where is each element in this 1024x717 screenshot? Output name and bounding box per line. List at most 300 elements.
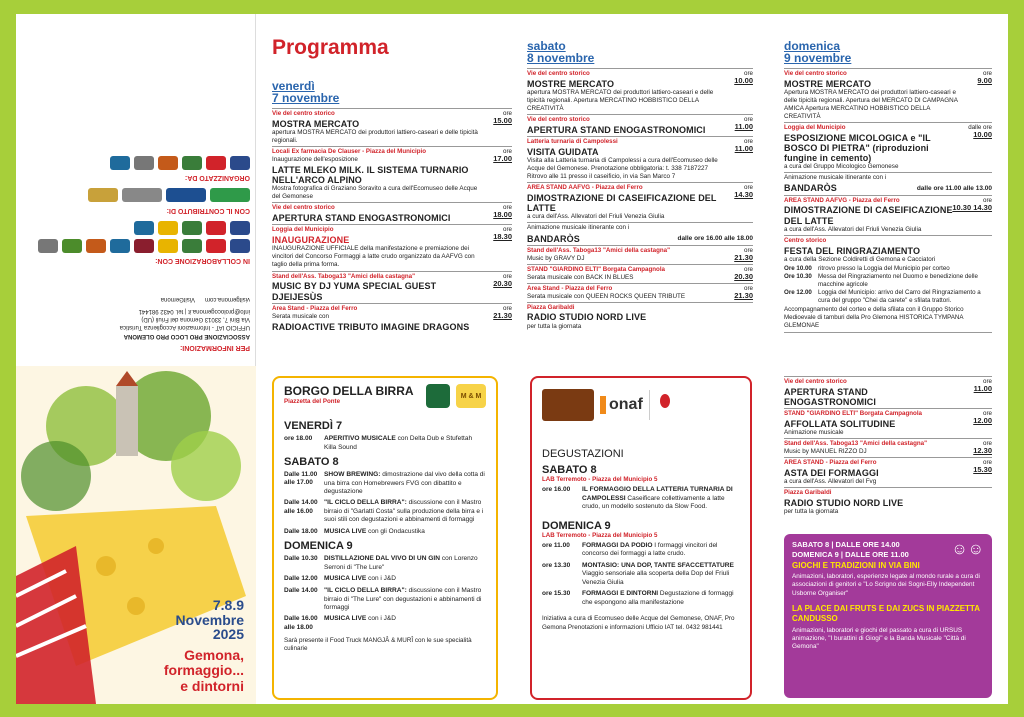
beer-friday: VENERDÌ 7 (284, 420, 343, 432)
event-item (527, 302, 753, 332)
event-item (527, 283, 753, 302)
event-time-prefix: ore (503, 148, 512, 156)
event-item (784, 438, 992, 457)
row-desc: Viaggio sensoriale alla scoperta della Dop del Friuli Venezia Giulia (582, 570, 730, 586)
schedule-row (284, 499, 486, 524)
event-title: APERTURA STAND ENOGASTRONOMICI (784, 386, 877, 408)
event-title: VISITA GUIDATA (527, 147, 599, 158)
event-location: Centro storico (784, 236, 827, 244)
row-time: Dalle 10.30 (284, 555, 318, 563)
event-time-prefix: ore (983, 459, 992, 467)
row-time: Dalle 14.00 (284, 587, 318, 594)
event-location: Stand dell'Ass. Taboga13 "Amici della castagna" (784, 440, 928, 448)
event-title: FESTA DEL RINGRAZIAMENTO (784, 245, 921, 256)
row-time: Dalle 12.00 (284, 575, 318, 583)
event-time-prefix: ore (503, 204, 512, 212)
row-time: ore 11.00 (542, 541, 570, 549)
event-location: Locali Ex farmacia De Clauser - Piazza del Municipio (272, 148, 427, 156)
event-time-value: 17.00 (493, 154, 512, 164)
partner-logo (230, 156, 250, 170)
page-title: Programma (272, 36, 389, 59)
event-time-value: 20.30 (734, 271, 753, 281)
event-time (977, 70, 992, 86)
games-when-1: SABATO 8 | DALLE ORE 14.00 (792, 540, 900, 549)
event-item (784, 457, 992, 487)
event-time-value: 18.00 (493, 210, 512, 220)
row-desc: con gli Ondacustika (368, 527, 425, 535)
cover-title-line: e dintorni (180, 677, 244, 694)
row-detail (324, 435, 486, 452)
event-time (734, 70, 753, 86)
collab-heading: IN COLLABORAZIONE CON: (155, 257, 250, 265)
friday-column (272, 80, 512, 333)
event-time-value: 10.30 14.30 (952, 202, 992, 212)
event-time (968, 124, 992, 140)
event-time-prefix: ore (983, 410, 992, 418)
event-time (493, 204, 512, 220)
sunday-note: Accompagnamento del corteo e della sfilata con il Gruppo Storico Medioevale di tamburi della Pro Glemona HISTORICA TYMPANA GLEMONAE (784, 306, 992, 333)
event-time (493, 110, 512, 126)
event-item (784, 376, 992, 408)
event-time (493, 305, 512, 321)
partner-logo (158, 221, 178, 235)
row-time: ore 16.00 (542, 486, 571, 493)
event-location: Stand dell'Ass. Taboga13 "Amici della castagna" (272, 272, 416, 280)
row-detail (324, 528, 425, 537)
row-title: SHOW BREWING: (324, 471, 381, 478)
games-text-1: Animazioni, laboratori, esperienze legate al mondo rurale a cura di associazioni di genitori e "Lo Scrigno dei Sogni-Elly Independent Usborne Organiser" (792, 572, 980, 597)
games-heading-1: GIOCHI E TRADIZIONI IN VIA BINI (792, 560, 920, 570)
row-title: MUSICA LIVE (324, 615, 367, 623)
event-time-value: 15.30 (973, 465, 992, 475)
partner-logo (134, 239, 154, 253)
event-time-prefix: dalle ore (968, 124, 992, 132)
event-description: Visita alla Latteria turnaria di Campolessi a cura dell'Ecomuseo delle Acque del Gemonese. Prenotazione obbligatoria: t. 338 7187227 Ritrovo alle 11 presso il caseificio, in via San Marco 7 (527, 157, 718, 181)
schedule-row (542, 542, 740, 559)
event-description: INAUGURAZIONE UFFICIALE della manifestazione e premiazione dei vincitori del Concorso Formaggi a latte crudo organizzato da AAFVG con taglio della prima forma. (272, 245, 475, 269)
beer-friday-rows (284, 435, 486, 452)
partner-logo (210, 188, 250, 202)
beer-saturday-rows (284, 471, 486, 536)
partner-logo (88, 188, 118, 202)
event-location: STAND "GIARDINO ELTI" Borgata Campagnola (527, 265, 665, 273)
partner-logo (38, 239, 58, 253)
event-time-prefix: ore (983, 70, 992, 77)
event-time-prefix: ore (744, 116, 753, 124)
event-title: ASTA DEI FORMAGGI (784, 468, 879, 479)
event-description: a cura dell'Ass. Allevatori del Fvg (784, 478, 877, 486)
schedule-row (284, 555, 486, 572)
kids-games-box (784, 534, 992, 698)
tastings-sat-rows (542, 486, 740, 512)
event-intro: Serata musicale con (272, 312, 330, 320)
partner-logo (182, 239, 202, 253)
beer-footer: Sarà presente il Food Truck MANGJÂ & MURÎ con le sue specialità culinarie (284, 637, 472, 653)
sunday-schedule (784, 265, 992, 305)
beer-sunday: DOMENICA 9 (284, 540, 353, 553)
event-time-prefix: ore (983, 378, 992, 385)
partner-logo (230, 239, 250, 253)
event-description: Animazione musicale (784, 429, 844, 437)
schedule-desc: Loggia del Municipio: arrivo del Carro del Ringraziamento a cura del gruppo "Chei da carete" e sfilata trattori. (818, 288, 981, 304)
schedule-time: Ore 10.00 (784, 264, 812, 272)
row-title: MUSICA LIVE (324, 575, 367, 583)
cover-title-line: formaggio... (163, 662, 244, 679)
partner-logo (110, 239, 130, 253)
event-intro: Animazione musicale itinerante con i (527, 224, 630, 232)
partner-logo (206, 156, 226, 170)
event-description: Mostra fotografica di Graziano Soravito a cura dell'Ecomuseo delle Acque del Gemonese (272, 185, 478, 201)
row-detail (324, 587, 486, 612)
event-time (493, 226, 512, 242)
event-description: Serata musicale con BACK IN BLUES (527, 273, 634, 281)
schedule-row (784, 273, 992, 289)
partner-logo (182, 221, 202, 235)
event-time-value: 14.30 (734, 190, 753, 200)
event-location: Area Stand - Piazza del Ferro (272, 304, 358, 312)
event-time-prefix: ore (983, 440, 992, 448)
row-detail (582, 486, 740, 512)
tastings-sun-loc: LAB Terremoto - Piazza del Municipio 5 (542, 531, 658, 539)
event-time-range: dalle ore 11.00 alle 13.00 (916, 185, 992, 193)
cover-title-line: Gemona, (184, 647, 244, 663)
beer-location: Piazzetta del Ponte (284, 398, 341, 405)
event-time-value: 21.30 (734, 252, 753, 262)
event-title: BANDARÒS (527, 233, 580, 244)
event-location: Vie del centro storico (784, 70, 847, 77)
partner-logo (62, 239, 82, 253)
row-desc: con i J&D (368, 575, 396, 583)
beer-sunday-rows (284, 555, 486, 632)
contrib-heading: CON IL CONTRIBUTO DI: (166, 206, 250, 214)
row-desc: Degustazione di formaggi che espongono alla manifestazione (582, 590, 734, 606)
day-heading (527, 40, 753, 64)
day-name: sabato (527, 39, 566, 53)
event-item (527, 136, 753, 182)
sunday-column (784, 40, 992, 333)
event-location: AREA STAND AAFVG - Piazza del Ferro (784, 196, 900, 204)
partner-logo (166, 188, 206, 202)
event-title: MUSIC BY DJ YUMA SPECIAL GUEST DJEIJESÙS (272, 281, 437, 302)
schedule-row (542, 590, 740, 607)
schedule-row (542, 562, 740, 587)
event-time (973, 410, 992, 426)
event-description: a cura del Gruppo Micologico Gemonese (784, 163, 899, 171)
event-item (784, 235, 992, 265)
row-detail (582, 590, 740, 607)
event-time-prefix: ore (983, 196, 992, 204)
event-description: a cura dell'Ass. Allevatori del Friuli Venezia Giulia (527, 213, 665, 221)
website-link[interactable]: visitgemona.com (204, 296, 250, 303)
row-detail (324, 615, 396, 632)
event-title: MOSTRA MERCATO (272, 118, 360, 129)
schedule-desc: Messa del Ringraziamento nel Duomo e benedizione delle macchine agricole (818, 272, 978, 288)
day-date: 7 novembre (272, 91, 340, 105)
sunday-column-continued (784, 376, 992, 517)
cover-dates (176, 598, 244, 642)
row-desc: con Lorenzo Serroni di "The Lure" (324, 555, 478, 571)
event-item (784, 122, 992, 172)
row-desc: discussione con il Mastro birraio di "Garlatti Costa" sulla produzione della birra e i suoi stili con degustazioni e abbinamenti di formaggi (324, 499, 484, 524)
event-title: LATTE MLEKO MILK. IL SISTEMA TURNARIO NELL'ARCO ALPINO (272, 165, 469, 186)
onaf-logo: onaf (600, 396, 643, 414)
partner-logo (134, 221, 154, 235)
saturday-column (527, 40, 753, 332)
row-title: "IL CICLO DELLA BIRRA": (324, 587, 407, 594)
row-title: FORMAGGI E DINTORNI (582, 590, 659, 597)
day-heading (272, 80, 512, 104)
event-time-prefix: ore (744, 246, 753, 254)
row-title: DISTILLAZIONE DAL VIVO DI UN GIN (324, 555, 441, 563)
row-desc: discussione con il Mastro birraio di "The Lure" con degustazioni e abbinamenti di formaggi (324, 587, 482, 611)
partner-logo (86, 239, 106, 253)
sunday-events-2 (784, 376, 992, 517)
day-date: 9 novembre (784, 51, 852, 65)
row-time: Dalle 14.00 alle 16.00 (284, 499, 318, 515)
day-heading (784, 40, 992, 64)
event-location: Loggia del Municipio (272, 226, 334, 234)
row-detail (324, 575, 396, 584)
event-time (493, 148, 512, 164)
partner-logo (158, 239, 178, 253)
event-title: RADIO STUDIO NORD LIVE (527, 312, 647, 323)
event-time-prefix: ore (744, 138, 753, 146)
row-desc: I formaggi vincitori del concorso dei formaggi a latte crudo. (582, 541, 718, 558)
schedule-row (784, 265, 992, 273)
event-item (527, 182, 753, 222)
event-item (272, 146, 512, 202)
schedule-desc: ritrovo presso la Loggia del Municipio per corteo (818, 264, 950, 272)
event-location: Vie del centro storico (527, 70, 590, 77)
event-location: Stand dell'Ass. Taboga13 "Amici della castagna" (527, 246, 671, 254)
event-description: per tutta la giornata (784, 508, 839, 516)
event-location: Vie del centro storico (272, 204, 335, 212)
games-heading-2: LA PLACE DAI FRUTS E DAI ZUCS IN PIAZZETTA CANDUSSO (792, 603, 980, 624)
event-time-value: 10.00 (973, 130, 992, 140)
contrib-logos (22, 188, 250, 202)
info-line: Via Bini 7, 33013 Gemona del Friuli (UD) (141, 316, 250, 323)
partner-logo (122, 188, 162, 202)
event-time-prefix: ore (503, 110, 512, 117)
event-description: Music by MANUEL RIZZO DJ (784, 448, 867, 456)
brochure-sheet (16, 14, 1008, 704)
event-time-prefix: ore (503, 226, 512, 234)
event-title: ESPOSIZIONE MICOLOGICA e "IL BOSCO DI PIETRA" (riproduzioni fungine in cemento) (784, 133, 931, 164)
drop-icon (660, 394, 670, 408)
event-title: RADIO STUDIO NORD LIVE (784, 498, 904, 509)
event-description: Music by GRAVY DJ (527, 254, 585, 262)
event-intro: Inaugurazione dell'esposizione (272, 156, 358, 164)
social-handle[interactable]: VisitGemona (160, 296, 195, 303)
tastings-saturday: SABATO 8 (542, 464, 597, 476)
schedule-time: Ore 12.00 (784, 288, 812, 296)
info-line: info@prolocogemona.it | tel. 0432 981441 (138, 308, 250, 315)
row-time: ore 18.00 (284, 435, 313, 442)
event-time (734, 247, 753, 263)
event-location: Loggia del Municipio (784, 124, 846, 132)
kids-faces-icon: ☺☺ (951, 541, 984, 558)
row-title: "IL CICLO DELLA BIRRA": (324, 499, 407, 507)
schedule-row (284, 435, 486, 452)
event-item (527, 68, 753, 114)
event-item (527, 114, 753, 136)
schedule-row (542, 486, 740, 512)
event-time-value: 20.30 (493, 278, 512, 288)
row-detail (324, 555, 486, 572)
event-description: a cura della Sezione Coldiretti di Gemona e Cacciatori (784, 255, 936, 263)
event-title: MOSTRE MERCATO (784, 78, 872, 89)
event-title: INAUGURAZIONE (272, 235, 350, 246)
event-title: DIMOSTRAZIONE DI CASEIFICAZIONE DEL LATTE (784, 205, 953, 226)
cover-year: 2025 (212, 626, 244, 643)
saturday-events (527, 68, 753, 332)
event-title: DIMOSTRAZIONE DI CASEIFICAZIONE DEL LATTE (527, 193, 717, 214)
event-description: Serata musicale con QUEEN ROCKS QUEEN TRIBUTE (527, 292, 686, 300)
schedule-row (784, 289, 992, 305)
event-location: STAND "GIARDINO ELTI" Borgata Campagnola (784, 410, 922, 418)
event-description: per tutta la giornata (527, 322, 582, 330)
event-description: a cura dell'Ass. Allevatori del Friuli Venezia Giulia (784, 225, 922, 233)
row-detail (582, 562, 740, 587)
beer-logo-icon (426, 384, 450, 408)
event-location: Vie del centro storico (272, 110, 335, 117)
event-time-value: 11.00 (734, 122, 753, 132)
event-time-prefix: ore (744, 284, 753, 292)
tastings-title: DEGUSTAZIONI (542, 448, 624, 460)
row-desc: dimostrazione dal vivo della cotta di una birra con Homebrewers FVG con dibattito e degustazione (324, 471, 485, 495)
event-title: MOSTRE MERCATO (527, 78, 615, 89)
row-title: MUSICA LIVE (324, 527, 367, 535)
event-time-value: 9.00 (977, 76, 992, 86)
event-item (784, 487, 992, 517)
cover-days: 7.8.9 (212, 597, 244, 613)
partner-logo (110, 156, 130, 170)
friday-events (272, 108, 512, 333)
event-time-value: 12.30 (973, 446, 992, 456)
games-text-2: Animazioni, laboratori e giochi del passato a cura di URSUS animazione, "I burattini di Giogi" e la Banda Musicale "Città di Gemona" (792, 626, 966, 651)
event-time-prefix: ore (744, 265, 753, 273)
event-item (527, 245, 753, 264)
tastings-sun-rows (542, 542, 740, 607)
row-title: MONTASIO: UNA DOP, TANTE SFACCETTATURE (582, 561, 734, 569)
row-time: ore 15.30 (542, 590, 571, 597)
event-title: BANDARÒS (784, 183, 837, 194)
event-location: Vie del centro storico (784, 378, 847, 385)
partner-logo (158, 156, 178, 170)
row-desc: Caseificare collettivamente a latte crudo, un modello sostenuto da Slow Food. (582, 494, 725, 511)
event-time-value: 11.00 (973, 384, 992, 394)
tastings-sunday: DOMENICA 9 (542, 519, 611, 532)
gemona-cheese-logo (542, 389, 594, 421)
sunday-events (784, 68, 992, 265)
event-description: Apertura MOSTRA MERCATO dei produttori lattiero-caseari e delle tipicità regionali. Apertura del MERCATO DI CAMPAGNA AMICA Apertura MERCATINO HOBBISTICO DELLA CREATIVITÀ (784, 89, 958, 121)
event-item (784, 408, 992, 438)
event-item (272, 224, 512, 270)
schedule-row (284, 575, 486, 584)
event-time (735, 138, 753, 154)
row-title: IL FORMAGGIO DELLA LATTERIA TURNARIA DI CAMPOLESSI (582, 486, 733, 502)
event-location: Piazza Garibaldi (784, 489, 832, 497)
back-cover-panel (16, 14, 256, 704)
event-item (784, 195, 992, 235)
schedule-row (284, 615, 486, 632)
ecomuseo-logo (649, 390, 689, 420)
info-heading: PER INFORMAZIONI: (180, 344, 250, 351)
beer-village-box (272, 376, 498, 700)
schedule-row (284, 528, 486, 537)
row-title: FORMAGGI DA PODIO (582, 541, 653, 549)
event-time (734, 266, 753, 282)
event-time (973, 459, 992, 475)
partner-logo (134, 156, 154, 170)
row-desc: con Delta Dub e Stufettah Killa Sound (324, 435, 473, 451)
collab-logos (22, 221, 250, 253)
info-line: ASSOCIAZIONE PRO LOCO PRO GLEMONA (123, 332, 250, 339)
row-detail (582, 542, 740, 559)
org-heading: ORGANIZZATO DA: (184, 174, 250, 182)
schedule-row (284, 587, 486, 612)
event-location: Area Stand - Piazza del Ferro (527, 284, 613, 292)
event-time-value: 18.30 (493, 232, 512, 242)
event-title: RADIOACTIVE TRIBUTO IMAGINE DRAGONS (272, 321, 470, 332)
day-name: venerdì (272, 79, 315, 93)
schedule-time: Ore 10.30 (784, 272, 812, 280)
event-time (734, 285, 753, 301)
schedule-row (284, 471, 486, 496)
row-time: Dalle 11.00 alle 17.00 (284, 471, 318, 487)
row-title: APERITIVO MUSICALE (324, 435, 396, 442)
event-time (493, 273, 512, 289)
event-time-prefix: ore (503, 304, 512, 312)
event-location: AREA STAND - Piazza del Ferro (784, 459, 877, 467)
row-desc: con i J&D (368, 615, 396, 623)
row-time: Dalle 18.00 (284, 527, 318, 535)
event-item (784, 172, 992, 194)
event-time-prefix: ore (744, 70, 753, 77)
beer-saturday: SABATO 8 (284, 456, 339, 468)
event-item (272, 108, 512, 146)
event-time (974, 378, 992, 394)
tastings-footer: Iniziativa a cura di Ecomuseo delle Acque del Gemonese, ONAF, Pro Gemona Prenotazioni e informazioni Ufficio IAT tel. 0432 981441 (542, 615, 735, 631)
partner-logo (206, 221, 226, 235)
day-name: domenica (784, 39, 841, 53)
tastings-sat-loc: LAB Terremoto - Piazza del Municipio 5 (542, 476, 658, 483)
row-detail (324, 471, 486, 496)
event-time-value: 21.30 (493, 310, 512, 320)
event-description: apertura MOSTRA MERCATO dei produttori lattiero-caseari e delle tipicità regionali. Apertura MERCATINO HOBBISTICO DELLA CREATIVITÀ (527, 89, 714, 113)
event-time-value: 12.00 (973, 416, 992, 426)
event-item (784, 68, 992, 122)
event-item (272, 202, 512, 224)
day-date: 8 novembre (527, 51, 595, 65)
front-cover (16, 366, 256, 704)
event-item (527, 264, 753, 283)
event-description: apertura MOSTRA MERCATO dei produttori lattiero-caseari e delle tipicità regionali. (272, 129, 478, 145)
partner-logo (206, 239, 226, 253)
tastings-box (530, 376, 752, 700)
event-location: Vie del centro storico (527, 116, 590, 124)
event-location: AREA STAND AAFVG - Piazza del Ferro (527, 184, 643, 192)
event-item (527, 222, 753, 244)
partner-logo (230, 221, 250, 235)
event-title: APERTURA STAND ENOGASTRONOMICI (527, 125, 706, 136)
event-time (973, 440, 992, 456)
row-time: Dalle 16.00 alle 18.00 (284, 615, 318, 631)
event-location: Piazza Garibaldi (527, 303, 575, 311)
event-time-value: 11.00 (734, 144, 753, 154)
row-detail (324, 499, 486, 524)
cover-month: Novembre (175, 611, 244, 628)
